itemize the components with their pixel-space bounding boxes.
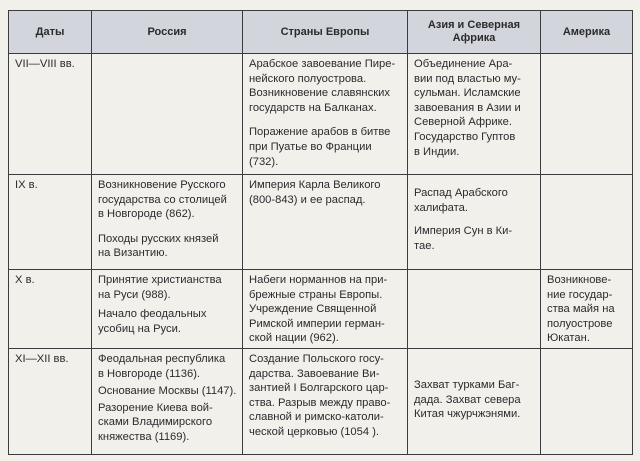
row-date: X в. xyxy=(9,270,92,349)
row-date: XI—XII вв. xyxy=(9,348,92,454)
europe-event: Создание Польского госу- дарства. Завоевание Ви- зантией I Болгарского цар- ства. Разрыв между право- славной и римско-католи- ческой церковью (1054 ). xyxy=(249,352,391,438)
header-russia: Россия xyxy=(92,11,243,54)
row-europe-cell xyxy=(243,54,408,175)
header-asia: Азия и Северная Африка xyxy=(408,11,541,54)
europe-event: Поражение арабов в битве при Пуатье во Франции (732). xyxy=(249,126,391,168)
header-row xyxy=(9,11,633,54)
row-europe-cell xyxy=(243,175,408,270)
europe-event: Набеги норманнов на при- брежные страны Европы. Учреждение Священной Римской империи герман- ской нации (962). xyxy=(249,274,388,345)
row-europe-cell xyxy=(243,270,408,349)
header-america: Америка xyxy=(541,11,633,54)
row-russia-cell xyxy=(92,348,243,454)
row-russia-cell xyxy=(92,270,243,349)
russia-event: Разорение Киева вой- сками Владимирского княжества (1169). xyxy=(98,401,213,443)
asia-event: Объединение Ара- вии под властью му- сульман. Исламские завоевания в Азии и Северной Африке. Государство Гуптов в Индии. xyxy=(414,58,521,158)
table-row xyxy=(9,175,633,270)
header-dates: Даты xyxy=(9,11,92,54)
row-asia-cell xyxy=(408,348,541,454)
russia-event: Возникновение Русского государства со столицей в Новгороде (862). xyxy=(98,179,227,221)
row-russia-cell xyxy=(92,54,243,175)
table-row xyxy=(9,54,633,175)
row-asia-cell xyxy=(408,54,541,175)
table-row xyxy=(9,348,633,454)
header-europe: Страны Европы xyxy=(243,11,408,54)
america-event: Возникнове- ние государ- ства майя на полуострове Юкатан. xyxy=(547,274,615,345)
europe-event: Арабское завоевание Пире- нейского полуострова. Возникновение славянских государств на Балканах. xyxy=(249,58,396,114)
row-america-cell xyxy=(541,175,633,270)
russia-event: Принятие христианства на Руси (988). xyxy=(98,274,222,301)
russia-event: Феодальная республика в Новгороде (1136). xyxy=(98,352,226,380)
row-russia-cell xyxy=(92,175,243,270)
row-america-cell xyxy=(541,54,633,175)
row-date: IX в. xyxy=(9,175,92,270)
row-europe-cell xyxy=(243,348,408,454)
asia-event: Захват турками Баг- дада. Захват севера Китая чжурчжэнями. xyxy=(414,378,521,421)
russia-event: Начало феодальных усобиц на Руси. xyxy=(98,308,207,335)
row-america-cell xyxy=(541,270,633,349)
row-asia-cell xyxy=(408,175,541,270)
row-america-cell xyxy=(541,348,633,454)
europe-event: Империя Карла Великого (800-843) и ее распад. xyxy=(249,179,381,206)
russia-event: Основание Москвы (1147). xyxy=(98,385,237,398)
row-date: VII—VIII вв. xyxy=(9,54,92,175)
table-row xyxy=(9,270,633,349)
row-asia-cell xyxy=(408,270,541,349)
asia-event: Империя Сун в Ки- тае. xyxy=(414,225,513,252)
asia-event: Распад Арабского халифата. xyxy=(414,187,508,214)
russia-event: Походы русских князей на Византию. xyxy=(98,232,219,260)
chronology-table xyxy=(8,10,633,455)
